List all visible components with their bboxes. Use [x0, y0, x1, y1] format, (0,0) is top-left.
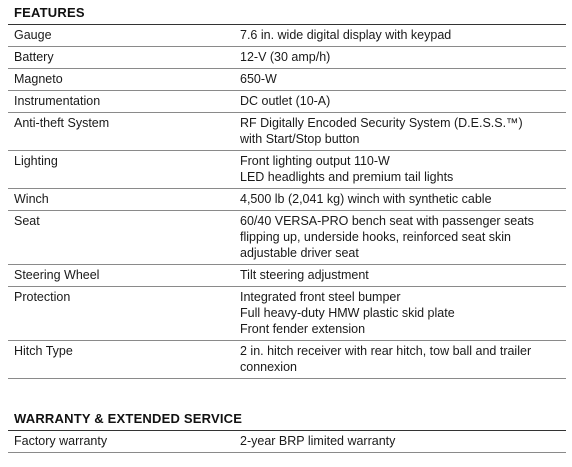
spec-value-line: Front lighting output 110-W [240, 154, 390, 168]
spec-value [234, 191, 566, 207]
warranty-heading: WARRANTY & EXTENDED SERVICE [14, 411, 243, 426]
spec-value-line: 2-year BRP limited warranty [240, 434, 396, 448]
spec-value [234, 213, 566, 261]
spec-row [8, 265, 566, 287]
spec-value-line: 7.6 in. wide digital display with keypad [240, 28, 452, 42]
spec-label: Hitch Type [14, 344, 73, 358]
spec-value-line: 650-W [240, 72, 277, 86]
spec-label: Lighting [14, 154, 58, 168]
spec-value-line: RF Digitally Encoded Security System (D.E.S.S.™) [240, 116, 523, 130]
spec-value [234, 433, 566, 449]
spec-value-line: 60/40 VERSA-PRO bench seat with passenger seats [240, 214, 534, 228]
spec-value [234, 71, 566, 87]
spec-value-line: Full heavy-duty HMW plastic skid plate [240, 306, 455, 320]
spec-value [234, 153, 566, 185]
spec-row [8, 113, 566, 151]
spec-value [234, 343, 566, 375]
spec-row [8, 47, 566, 69]
spec-label: Winch [14, 192, 49, 206]
spec-value [234, 27, 566, 43]
spec-label: Factory warranty [14, 434, 108, 448]
spec-label: Gauge [14, 28, 52, 42]
spec-value [234, 289, 566, 337]
spec-value-line: connexion [240, 360, 297, 374]
spec-value-line: flipping up, underside hooks, reinforced seat skin [240, 230, 511, 244]
spec-value-line: 4,500 lb (2,041 kg) winch with synthetic cable [240, 192, 492, 206]
spec-label: Instrumentation [14, 94, 101, 108]
spec-sheet [8, 0, 566, 453]
spec-value-line: Integrated front steel bumper [240, 290, 401, 304]
spec-value-line: LED headlights and premium tail lights [240, 170, 454, 184]
spec-value [234, 267, 566, 283]
spec-label: Battery [14, 50, 54, 64]
spec-label: Steering Wheel [14, 268, 100, 282]
features-table [8, 24, 566, 379]
spec-row [8, 91, 566, 113]
spec-row [8, 69, 566, 91]
spec-value-line: 12-V (30 amp/h) [240, 50, 331, 64]
spec-value-line: Tilt steering adjustment [240, 268, 369, 282]
spec-value-line: Front fender extension [240, 322, 366, 336]
spec-value [234, 93, 566, 109]
spec-value [234, 49, 566, 65]
spec-label: Magneto [14, 72, 63, 86]
features-heading: FEATURES [14, 5, 85, 20]
spec-row [8, 431, 566, 453]
spec-label: Seat [14, 214, 40, 228]
spec-row [8, 189, 566, 211]
spec-row [8, 287, 566, 341]
warranty-table [8, 430, 566, 453]
spec-row [8, 211, 566, 265]
spec-value-line: adjustable driver seat [240, 246, 359, 260]
spec-label: Anti-theft System [14, 116, 110, 130]
spec-row [8, 25, 566, 47]
spec-row [8, 341, 566, 379]
spec-row [8, 151, 566, 189]
spec-label: Protection [14, 290, 71, 304]
spec-value-line: DC outlet (10-A) [240, 94, 331, 108]
spec-value-line: 2 in. hitch receiver with rear hitch, tow ball and trailer [240, 344, 532, 358]
spec-value [234, 115, 566, 147]
spec-value-line: with Start/Stop button [240, 132, 360, 146]
